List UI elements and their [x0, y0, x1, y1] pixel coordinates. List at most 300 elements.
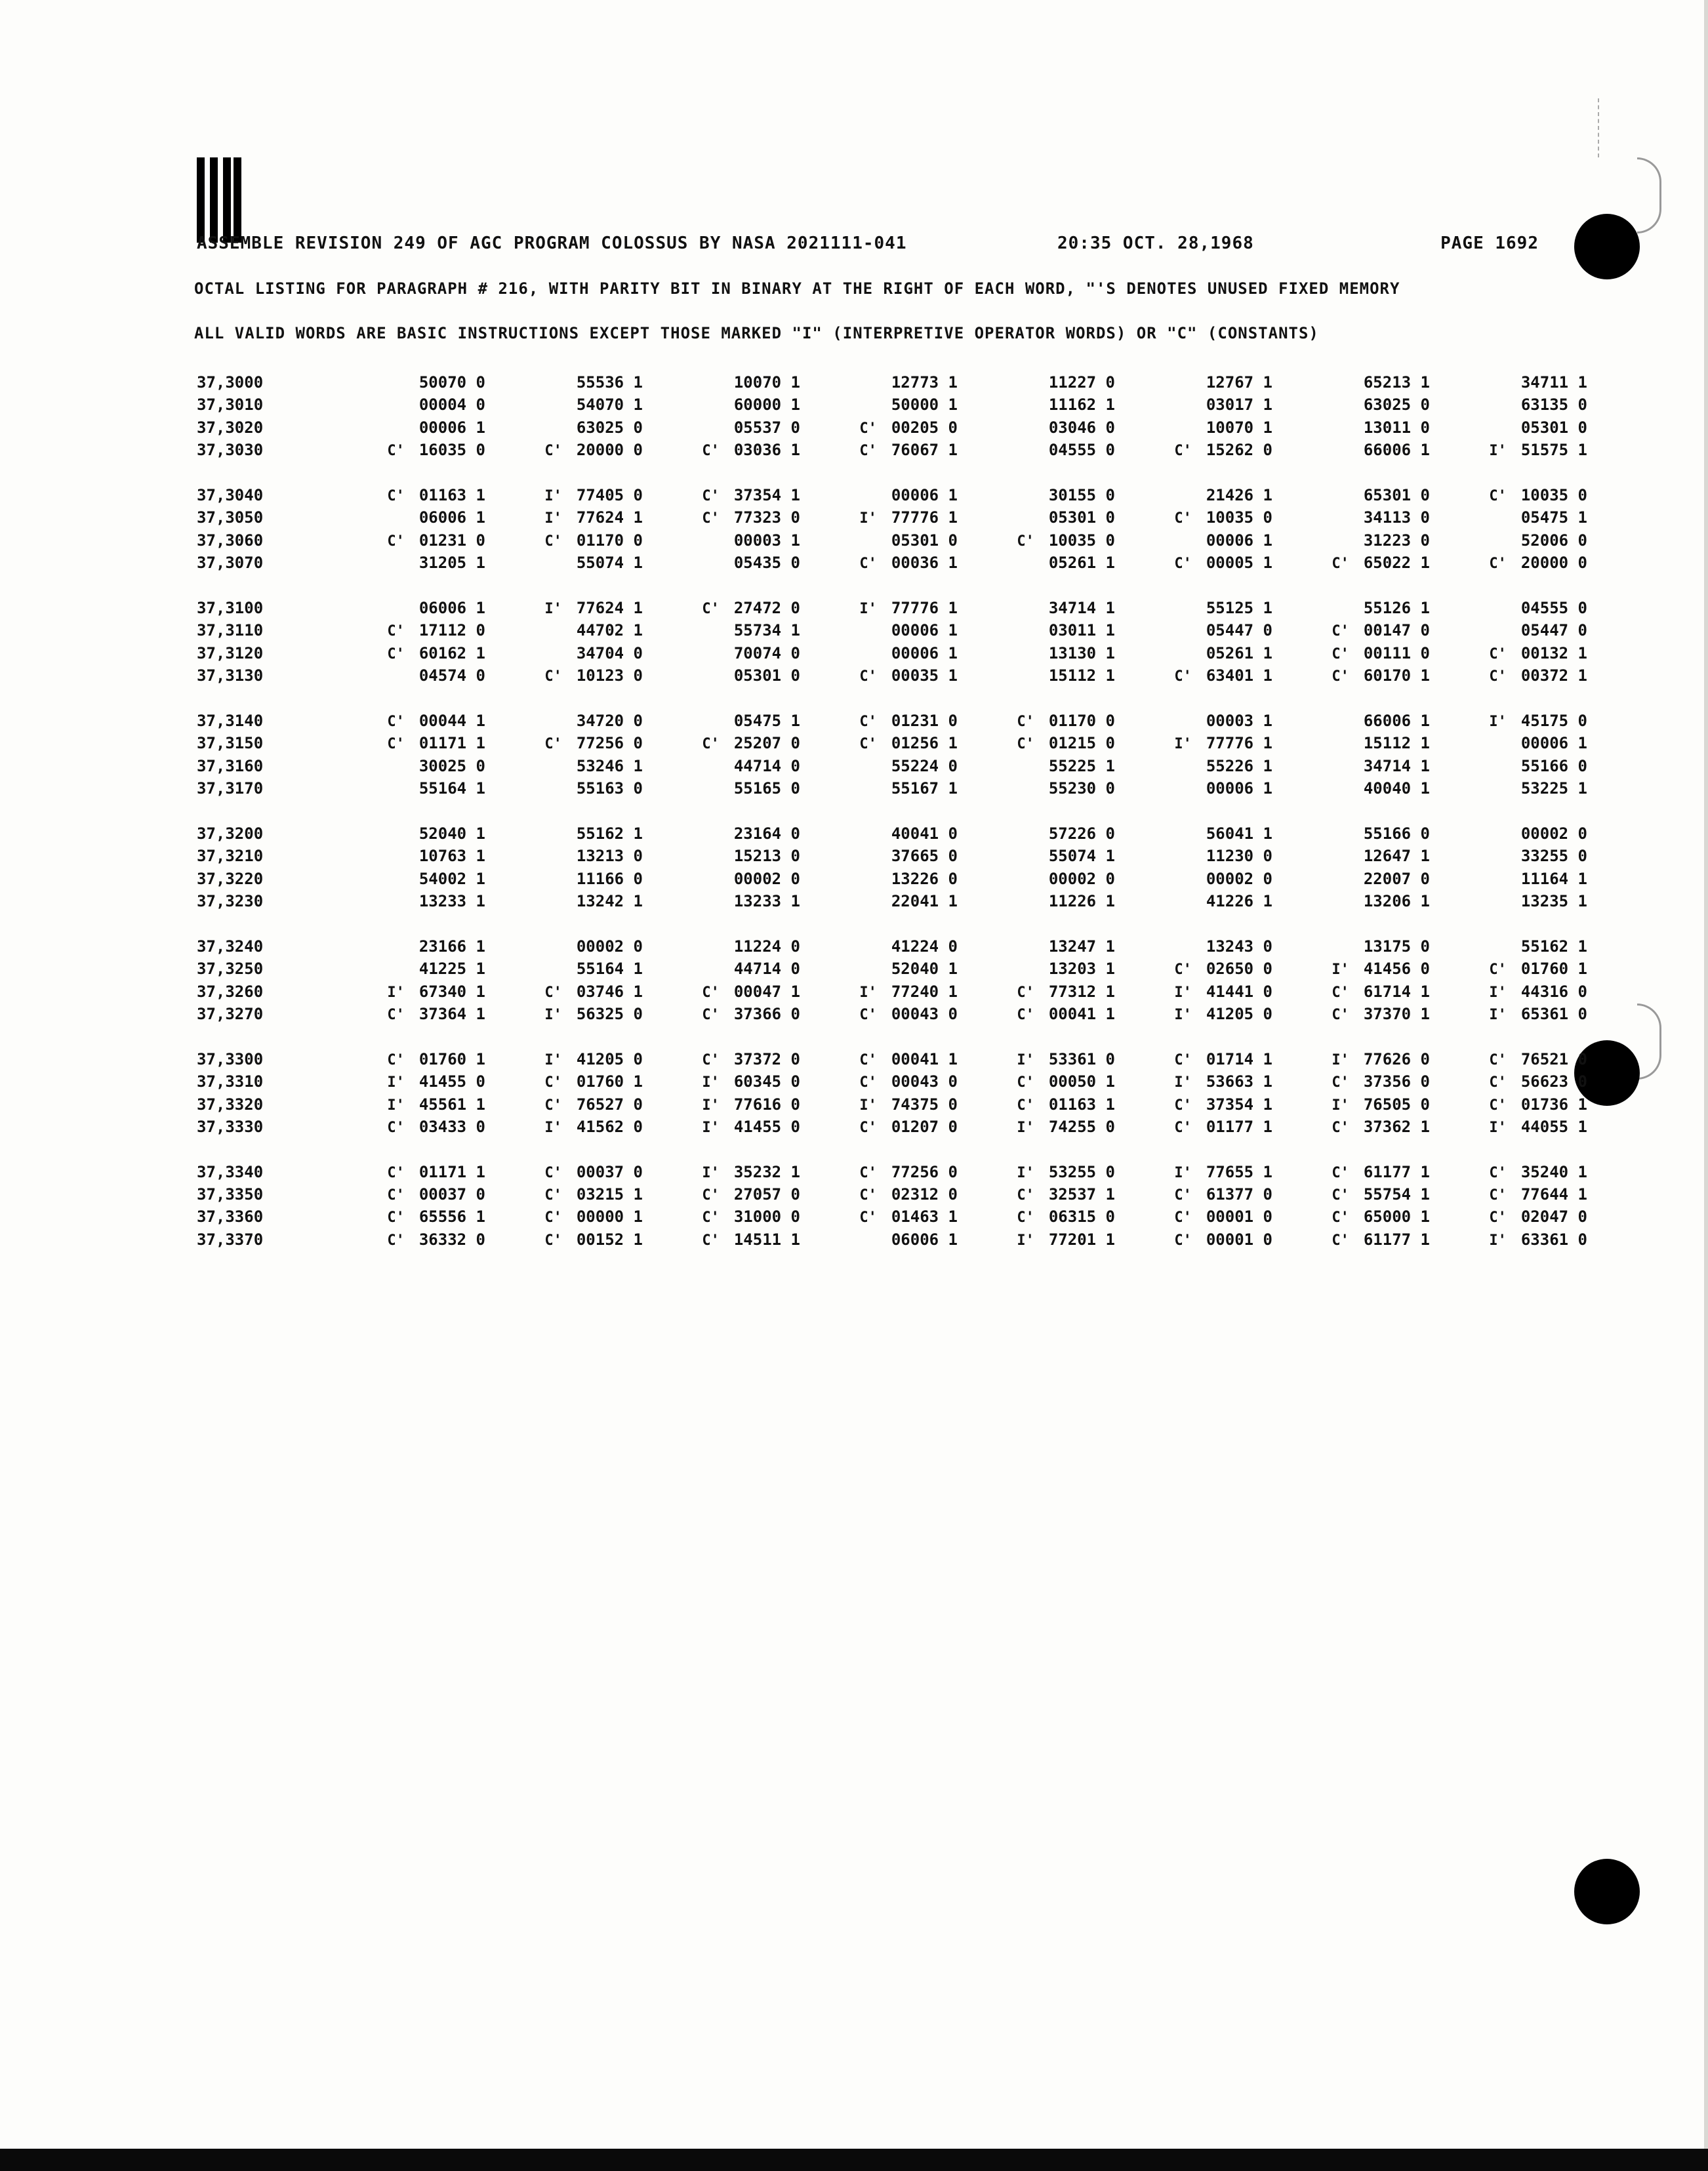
memory-address: 37,3030	[197, 441, 264, 460]
word-value: 56041 1	[1206, 824, 1272, 843]
memory-address: 37,3060	[197, 531, 264, 550]
octal-word	[354, 890, 485, 912]
word-value: 31000 0	[733, 1207, 800, 1227]
word-type-marker: I'	[1174, 736, 1192, 753]
word-type-marker: C'	[1174, 1232, 1192, 1249]
word-type-marker: C'	[1017, 1097, 1034, 1114]
octal-word	[512, 552, 643, 574]
word-value: 05301 0	[891, 531, 958, 550]
memory-address: 37,3370	[197, 1230, 264, 1249]
octal-word	[1141, 1093, 1272, 1117]
word-value: 55166 0	[1363, 824, 1430, 843]
word-value: 05261 1	[1206, 643, 1272, 662]
word-type-marker: C'	[702, 510, 720, 527]
word-type-marker: C'	[702, 1006, 720, 1023]
octal-word	[1299, 484, 1430, 506]
word-type-marker: I'	[544, 600, 562, 617]
octal-word	[1141, 1206, 1272, 1229]
octal-word	[512, 371, 643, 394]
octal-word	[1299, 1003, 1430, 1026]
octal-word	[1299, 1116, 1430, 1139]
word-type-marker: C'	[1017, 713, 1034, 730]
memory-address: 37,3010	[197, 396, 264, 415]
word-value: 65361 0	[1520, 1004, 1587, 1023]
binding-bars-mark	[197, 157, 241, 243]
word-value: 34704 0	[576, 643, 643, 662]
word-type-marker: C'	[702, 984, 720, 1001]
word-type-marker: C'	[387, 1232, 405, 1249]
word-type-marker: C'	[859, 1051, 877, 1068]
word-value: 55163 0	[576, 779, 643, 798]
memory-address: 37,3050	[197, 508, 264, 527]
word-value: 35232 1	[733, 1162, 800, 1181]
word-type-marker: C'	[387, 623, 405, 640]
octal-word	[984, 1206, 1115, 1229]
word-value: 76067 1	[891, 441, 958, 460]
word-type-marker: C'	[1489, 1209, 1507, 1227]
word-value: 41456 0	[1363, 960, 1430, 979]
memory-address: 37,3210	[197, 847, 264, 866]
octal-word	[1299, 619, 1430, 643]
word-value: 00037 0	[576, 1162, 643, 1181]
word-type-marker: I'	[544, 1051, 562, 1068]
word-value: 55754 1	[1363, 1185, 1430, 1204]
octal-word	[669, 1183, 800, 1207]
word-value: 34714 1	[1048, 598, 1115, 617]
octal-word	[826, 935, 958, 958]
octal-word	[1456, 1206, 1587, 1229]
word-type-marker: I'	[1489, 1006, 1507, 1023]
octal-word	[354, 664, 485, 687]
octal-word	[826, 484, 958, 506]
word-type-marker: C'	[387, 1051, 405, 1068]
word-type-marker: C'	[859, 1074, 877, 1091]
word-type-marker: I'	[702, 1097, 720, 1114]
word-value: 00035 1	[891, 666, 958, 685]
word-value: 77616 0	[733, 1095, 800, 1114]
word-value: 00004 0	[418, 396, 485, 415]
octal-word	[826, 394, 958, 416]
word-value: 03036 1	[733, 441, 800, 460]
word-value: 34720 0	[576, 711, 643, 730]
word-type-marker: C'	[859, 668, 877, 685]
octal-word	[826, 1161, 958, 1185]
word-value: 54070 1	[576, 396, 643, 415]
octal-word	[669, 822, 800, 845]
word-value: 74255 0	[1048, 1117, 1115, 1136]
octal-word	[984, 935, 1115, 958]
octal-word	[354, 822, 485, 845]
octal-word	[826, 597, 958, 620]
word-value: 77776 1	[891, 508, 958, 527]
word-value: 37364 1	[418, 1004, 485, 1023]
octal-word	[826, 371, 958, 394]
octal-word	[1141, 664, 1272, 688]
octal-word	[354, 1116, 485, 1139]
word-value: 01736 1	[1520, 1095, 1587, 1114]
octal-word	[354, 777, 485, 800]
octal-word	[826, 619, 958, 641]
octal-word	[669, 981, 800, 1004]
octal-word	[1456, 1093, 1587, 1117]
octal-word	[512, 1116, 643, 1139]
word-type-marker: C'	[859, 556, 877, 573]
octal-word	[1299, 1228, 1430, 1252]
octal-word	[1299, 935, 1430, 958]
word-value: 01170 0	[576, 531, 643, 550]
word-value: 67340 1	[418, 982, 485, 1001]
octal-word	[1456, 935, 1587, 958]
word-type-marker: C'	[544, 1164, 562, 1181]
word-value: 01714 1	[1206, 1049, 1272, 1068]
octal-word	[512, 1206, 643, 1229]
word-type-marker: I'	[859, 1097, 877, 1114]
octal-word	[826, 642, 958, 664]
octal-word	[1141, 1003, 1272, 1026]
octal-word	[826, 529, 958, 552]
word-value: 00006 1	[891, 485, 958, 504]
word-value: 00152 1	[576, 1230, 643, 1249]
octal-word	[1141, 529, 1272, 552]
paper-curl	[1637, 1004, 1661, 1080]
word-value: 34113 0	[1363, 508, 1430, 527]
octal-word	[1141, 1048, 1272, 1072]
word-type-marker: C'	[1017, 1006, 1034, 1023]
octal-word	[512, 1161, 643, 1185]
word-value: 55162 1	[576, 824, 643, 843]
octal-word	[984, 777, 1115, 800]
memory-address: 37,3100	[197, 598, 264, 617]
memory-address: 37,3260	[197, 982, 264, 1001]
word-value: 53255 0	[1048, 1162, 1115, 1181]
listing-description: OCTAL LISTING FOR PARAGRAPH # 216, WITH PARITY BIT IN BINARY AT THE RIGHT OF EACH WORD, "'S DENOTES UNUSED FIXED MEMORY	[194, 279, 1400, 298]
word-value: 00147 0	[1363, 621, 1430, 640]
memory-address: 37,3330	[197, 1117, 264, 1136]
word-type-marker: C'	[387, 713, 405, 730]
octal-word	[1456, 529, 1587, 552]
word-value: 37370 1	[1363, 1004, 1430, 1023]
word-value: 00043 0	[891, 1004, 958, 1023]
memory-address: 37,3120	[197, 643, 264, 662]
word-type-marker: C'	[544, 668, 562, 685]
scan-border	[0, 2149, 1708, 2171]
word-value: 06006 1	[891, 1230, 958, 1249]
word-value: 41225 1	[418, 960, 485, 979]
octal-word	[512, 529, 643, 553]
word-value: 13242 1	[576, 891, 643, 910]
octal-word	[826, 732, 958, 756]
word-value: 00044 1	[418, 711, 485, 730]
word-type-marker: C'	[544, 1187, 562, 1204]
word-value: 06006 1	[418, 598, 485, 617]
tear-line	[1598, 98, 1599, 157]
octal-word	[669, 732, 800, 756]
word-value: 00047 1	[733, 982, 800, 1001]
word-type-marker: C'	[859, 1006, 877, 1023]
octal-word	[1456, 868, 1587, 890]
octal-word	[354, 642, 485, 666]
octal-word	[1456, 1003, 1587, 1026]
word-type-marker: C'	[1174, 1051, 1192, 1068]
word-value: 04555 0	[1520, 598, 1587, 617]
word-value: 34714 1	[1363, 756, 1430, 775]
word-value: 00001 0	[1206, 1230, 1272, 1249]
word-type-marker: C'	[1017, 736, 1034, 753]
word-value: 01760 1	[418, 1049, 485, 1068]
octal-word	[1456, 664, 1587, 688]
word-value: 11166 0	[576, 869, 643, 888]
octal-word	[1299, 439, 1430, 461]
word-type-marker: I'	[1489, 443, 1507, 460]
octal-word	[669, 416, 800, 439]
octal-word	[984, 958, 1115, 980]
word-value: 77201 1	[1048, 1230, 1115, 1249]
word-value: 21426 1	[1206, 485, 1272, 504]
octal-word	[1456, 484, 1587, 508]
word-type-marker: C'	[859, 1164, 877, 1181]
word-value: 23166 1	[418, 937, 485, 956]
word-value: 65022 1	[1363, 554, 1430, 573]
octal-word	[669, 484, 800, 508]
word-value: 60170 1	[1363, 666, 1430, 685]
memory-address: 37,3240	[197, 937, 264, 956]
octal-word	[1141, 642, 1272, 664]
memory-address: 37,3320	[197, 1095, 264, 1114]
octal-word	[826, 1116, 958, 1139]
word-value: 37354 1	[733, 485, 800, 504]
memory-address: 37,3250	[197, 960, 264, 979]
word-value: 53225 1	[1520, 779, 1587, 798]
word-value: 56325 0	[576, 1004, 643, 1023]
octal-word	[1141, 1161, 1272, 1185]
word-value: 44714 0	[733, 960, 800, 979]
word-value: 10070 1	[1206, 418, 1272, 437]
octal-word	[1299, 822, 1430, 845]
octal-word	[826, 1228, 958, 1251]
word-value: 00037 0	[418, 1185, 485, 1204]
word-type-marker: I'	[702, 1074, 720, 1091]
word-type-marker: C'	[1332, 1187, 1349, 1204]
word-value: 70074 0	[733, 643, 800, 662]
octal-word	[826, 1048, 958, 1072]
octal-word	[1456, 845, 1587, 867]
octal-word	[826, 1093, 958, 1117]
word-type-marker: I'	[387, 984, 405, 1001]
word-value: 77655 1	[1206, 1162, 1272, 1181]
memory-address: 37,3130	[197, 666, 264, 685]
word-type-marker: C'	[1489, 487, 1507, 504]
word-value: 77240 1	[891, 982, 958, 1001]
word-value: 57226 0	[1048, 824, 1115, 843]
octal-word	[1456, 642, 1587, 666]
word-type-marker: I'	[859, 510, 877, 527]
word-value: 55164 1	[418, 779, 485, 798]
octal-word	[1141, 371, 1272, 394]
word-value: 77256 0	[576, 734, 643, 753]
word-value: 41455 0	[418, 1072, 485, 1091]
memory-address: 37,3150	[197, 734, 264, 753]
word-value: 55162 1	[1520, 937, 1587, 956]
octal-word	[1141, 755, 1272, 777]
word-value: 00036 1	[891, 554, 958, 573]
word-value: 00005 1	[1206, 554, 1272, 573]
word-value: 55226 1	[1206, 756, 1272, 775]
octal-word	[1456, 1161, 1587, 1185]
octal-word	[669, 755, 800, 777]
word-type-marker: C'	[859, 713, 877, 730]
word-value: 05261 1	[1048, 554, 1115, 573]
octal-word	[826, 868, 958, 890]
word-value: 41441 0	[1206, 982, 1272, 1001]
octal-word	[1456, 981, 1587, 1004]
word-value: 44316 0	[1520, 982, 1587, 1001]
octal-word	[1456, 1228, 1587, 1252]
word-type-marker: I'	[1489, 1119, 1507, 1136]
punch-hole	[1574, 214, 1640, 279]
word-value: 56623 0	[1520, 1072, 1587, 1091]
word-value: 77626 0	[1363, 1049, 1430, 1068]
word-value: 36332 0	[418, 1230, 485, 1249]
word-value: 11224 0	[733, 937, 800, 956]
word-value: 34711 1	[1520, 373, 1587, 392]
word-type-marker: C'	[859, 443, 877, 460]
word-value: 10123 0	[576, 666, 643, 685]
word-value: 40041 0	[891, 824, 958, 843]
word-value: 13206 1	[1363, 891, 1430, 910]
word-value: 00006 1	[891, 643, 958, 662]
octal-word	[984, 1003, 1115, 1026]
word-value: 65556 1	[418, 1207, 485, 1227]
word-value: 76505 0	[1363, 1095, 1430, 1114]
octal-word	[669, 642, 800, 664]
octal-word	[1141, 1116, 1272, 1139]
word-value: 05475 1	[1520, 508, 1587, 527]
octal-word	[1456, 1070, 1587, 1094]
word-value: 00003 1	[733, 531, 800, 550]
octal-word	[1456, 371, 1587, 394]
page-number: PAGE 1692	[1440, 233, 1539, 253]
word-value: 03011 1	[1048, 621, 1115, 640]
word-value: 12647 1	[1363, 847, 1430, 866]
word-value: 01760 1	[1520, 960, 1587, 979]
octal-word	[984, 822, 1115, 845]
word-value: 00006 1	[1206, 531, 1272, 550]
word-value: 60345 0	[733, 1072, 800, 1091]
octal-word	[826, 552, 958, 575]
word-value: 55536 1	[576, 373, 643, 392]
octal-word	[512, 1070, 643, 1094]
word-value: 77323 0	[733, 508, 800, 527]
octal-word	[826, 1070, 958, 1094]
memory-address: 37,3170	[197, 779, 264, 798]
octal-word	[826, 439, 958, 462]
word-value: 13213 0	[576, 847, 643, 866]
octal-word	[1299, 868, 1430, 890]
octal-word	[1141, 935, 1272, 958]
word-type-marker: C'	[1489, 1074, 1507, 1091]
word-value: 37372 0	[733, 1049, 800, 1068]
octal-word	[354, 935, 485, 958]
memory-address: 37,3000	[197, 373, 264, 392]
word-type-marker: C'	[544, 736, 562, 753]
word-type-marker: C'	[1174, 1187, 1192, 1204]
word-type-marker: C'	[702, 1051, 720, 1068]
word-type-marker: C'	[387, 1006, 405, 1023]
word-value: 00006 1	[418, 418, 485, 437]
octal-word	[669, 664, 800, 687]
memory-address: 37,3110	[197, 621, 264, 640]
octal-word	[826, 664, 958, 688]
word-type-marker: C'	[1017, 1209, 1034, 1227]
word-type-marker: C'	[1332, 1209, 1349, 1227]
word-type-marker: C'	[1174, 962, 1192, 979]
octal-word	[354, 710, 485, 733]
word-type-marker: I'	[1332, 1051, 1349, 1068]
octal-word	[512, 1003, 643, 1026]
word-value: 54002 1	[418, 869, 485, 888]
word-type-marker: C'	[1017, 984, 1034, 1001]
octal-word	[354, 1183, 485, 1207]
octal-word	[354, 506, 485, 529]
octal-word	[984, 890, 1115, 912]
octal-word	[354, 1228, 485, 1252]
word-value: 41205 0	[1206, 1004, 1272, 1023]
word-value: 45561 1	[418, 1095, 485, 1114]
octal-word	[1299, 394, 1430, 416]
octal-word	[354, 371, 485, 394]
word-value: 11227 0	[1048, 373, 1115, 392]
octal-word	[669, 394, 800, 416]
octal-word	[354, 416, 485, 439]
word-value: 63135 0	[1520, 396, 1587, 415]
octal-word	[354, 1093, 485, 1117]
word-type-marker: C'	[387, 645, 405, 662]
octal-word	[984, 597, 1115, 619]
octal-word	[669, 710, 800, 732]
octal-word	[512, 394, 643, 416]
octal-word	[984, 868, 1115, 890]
word-value: 61714 1	[1363, 982, 1430, 1001]
octal-word	[1456, 597, 1587, 619]
memory-address: 37,3300	[197, 1049, 264, 1068]
octal-word	[512, 1048, 643, 1072]
listing-timestamp: 20:35 OCT. 28,1968	[1057, 233, 1254, 253]
octal-word	[826, 777, 958, 800]
octal-word	[669, 597, 800, 620]
word-value: 55125 1	[1206, 598, 1272, 617]
word-value: 10763 1	[418, 847, 485, 866]
word-value: 23164 0	[733, 824, 800, 843]
memory-address: 37,3070	[197, 554, 264, 573]
octal-word	[354, 1048, 485, 1072]
octal-word	[826, 1183, 958, 1207]
word-value: 17112 0	[418, 621, 485, 640]
octal-word	[984, 619, 1115, 641]
octal-word	[669, 506, 800, 530]
octal-word	[1141, 484, 1272, 506]
octal-word	[669, 371, 800, 394]
memory-address: 37,3350	[197, 1185, 264, 1204]
octal-word	[984, 529, 1115, 553]
word-value: 65000 1	[1363, 1207, 1430, 1227]
word-value: 63401 1	[1206, 666, 1272, 685]
word-value: 55126 1	[1363, 598, 1430, 617]
word-type-marker: C'	[1489, 645, 1507, 662]
word-value: 03746 1	[576, 982, 643, 1001]
word-type-marker: I'	[544, 1006, 562, 1023]
octal-word	[826, 958, 958, 980]
octal-word	[669, 868, 800, 890]
